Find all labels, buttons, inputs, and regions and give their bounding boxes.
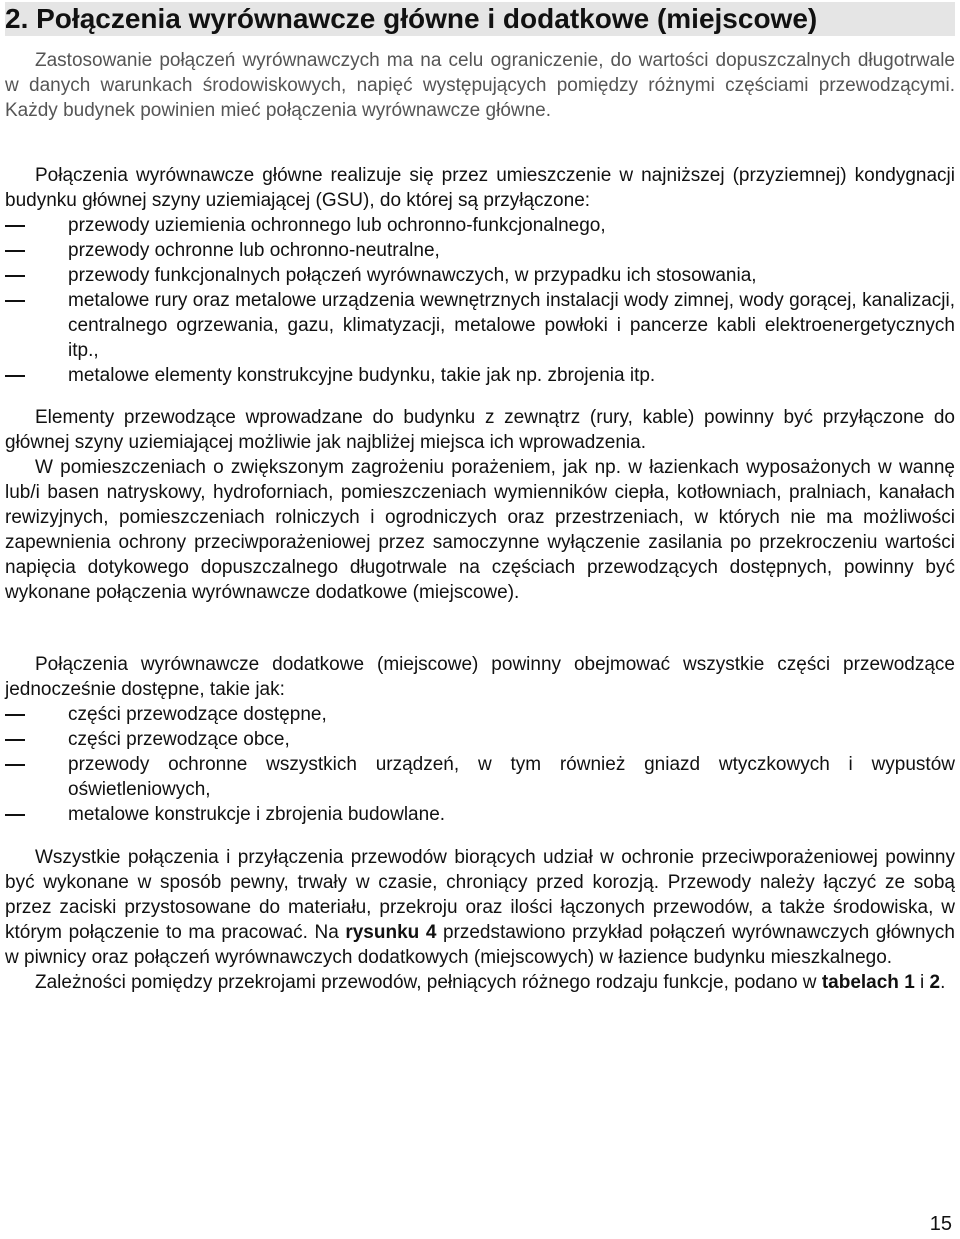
supplementary-connections-paragraph: Połączenia wyrównawcze dodatkowe (miejscowe) powinny obejmować wszystkie części przewodzące jednocześnie dostępne, takie jak: [5, 654, 955, 700]
list-item [5, 727, 955, 752]
list-item-text: metalowe elementy konstrukcyjne budynku, takie jak np. zbrojenia itp. [68, 365, 656, 386]
list-item-text: przewody funkcjonalnych połączeń wyrównawczych, w przypadku ich stosowania, [68, 265, 757, 286]
external-elements-paragraph: Elementy przewodzące wprowadzane do budynku z zewnątrz (rury, kable) powinny być przyłączone do głównej szyny uziemiającej możliwie jak najbliżej miejsca ich wprowadzenia. [5, 407, 955, 453]
list-item [5, 213, 955, 238]
figure-reference: rysunku 4 [345, 922, 437, 943]
main-connections-paragraph: Połączenia wyrównawcze główne realizuje się przez umieszczenie w najniższej (przyziemnej) kondygnacji budynku głównej szyny uziemiającej (GSU), do której są przyłączone: [5, 165, 955, 211]
list-item [5, 802, 955, 827]
main-connections-section [5, 163, 955, 388]
period-text: . [940, 972, 946, 993]
dash-bullet [5, 375, 25, 377]
table-1-reference: 1 [904, 972, 915, 993]
dash-bullet [5, 814, 25, 816]
dash-bullet [5, 739, 25, 741]
dash-bullet [5, 714, 25, 716]
list-item-text: metalowe rury oraz metalowe urządzenia wewnętrznych instalacji wody zimnej, wody gorącej, kanalizacji, centralnego ogrzewania, gazu, klimatyzacji, metalowe powłoki i pancerze kabli elektroenergetycznych itp., [68, 290, 955, 361]
conjunction-text: i [914, 972, 930, 993]
dependencies-text: Zależności pomiędzy przekrojami przewodów, pełniących różnego rodzaju funkcje, podano w [35, 972, 822, 993]
tables-reference: tabelach [821, 972, 899, 993]
supplementary-connections-section [5, 652, 955, 827]
external-elements-section [5, 405, 955, 605]
all-connections-section [5, 845, 955, 995]
list-item-text: części przewodzące dostępne, [68, 704, 327, 725]
list-item-text: przewody ochronne lub ochronno-neutralne, [68, 240, 440, 261]
section-heading: 2. Połączenia wyrównawcze główne i dodatkowe (miejscowe) [5, 2, 955, 36]
dash-bullet [5, 250, 25, 252]
list-item [5, 363, 955, 388]
list-item [5, 263, 955, 288]
dash-bullet [5, 275, 25, 277]
list-item-text: przewody ochronne wszystkich urządzeń, w tym również gniazd wtyczkowych i wypustów oświetleniowych, [68, 754, 955, 800]
dependencies-paragraph [5, 970, 955, 995]
table-2-reference: 2 [929, 972, 941, 993]
list-item-text: przewody uziemienia ochronnego lub ochronno-funkcjonalnego, [68, 215, 606, 236]
list-item [5, 752, 955, 802]
list-item [5, 702, 955, 727]
main-connections-list [5, 213, 955, 388]
dash-bullet [5, 225, 25, 227]
page-number: 15 [929, 1213, 952, 1235]
increased-risk-paragraph: W pomieszczeniach o zwiększonym zagrożeniu porażeniem, jak np. w łazienkach wyposażonych w wannę lub/i basen natryskowy, hydroforniach, pomieszczeniach wymienników ciepła, kotłowniach, pralniach, kanałach rewizyjnych, pomieszczeniach rolniczych i ogrodniczych oraz przestrzeniach, w których nie ma możliwości zapewnienia ochrony przeciwporażeniowej przez samoczynne wyłączenie zasilania po przekroczeniu wartości napięcia dotykowego dopuszczalnego długotrwale na częściach przewodzących dostępnych, powinny być wykonane połączenia wyrównawcze dodatkowe (miejscowe). [5, 457, 955, 603]
list-item [5, 288, 955, 363]
list-item-text: metalowe konstrukcje i zbrojenia budowlane. [68, 804, 446, 825]
all-connections-text: Wszystkie połączenia i przyłączenia przewodów biorących udział w ochronie przeciwporażeniowej powinny być wykonane w sposób pewny, trwały w czasie, chroniący przed korozją. Przewody należy łączyć ze sobą przez zaciski przystosowane do materiału, przekroju oraz ilości łączonych przewodów, a także środowiska, w którym połączenie to ma pracować. Na [5, 847, 955, 943]
supplementary-connections-list [5, 702, 955, 827]
dash-bullet [5, 300, 25, 302]
all-connections-paragraph [5, 845, 955, 970]
list-item [5, 238, 955, 263]
dash-bullet [5, 764, 25, 766]
list-item-text: części przewodzące obce, [68, 729, 290, 750]
intro-section [5, 48, 955, 123]
intro-paragraph: Zastosowanie połączeń wyrównawczych ma na celu ograniczenie, do wartości dopuszczalnych długotrwale w danych warunkach środowiskowych, napięć występujących pomiędzy różnymi częściami przewodzącymi. Każdy budynek powinien mieć połączenia wyrównawcze główne. [5, 50, 955, 121]
all-connections-text-end: przedstawiono przykład połączeń wyrównawczych głównych w piwnicy oraz połączeń wyrównawczych dodatkowych (miejscowych) w łazience budynku mieszkalnego. [5, 922, 955, 968]
